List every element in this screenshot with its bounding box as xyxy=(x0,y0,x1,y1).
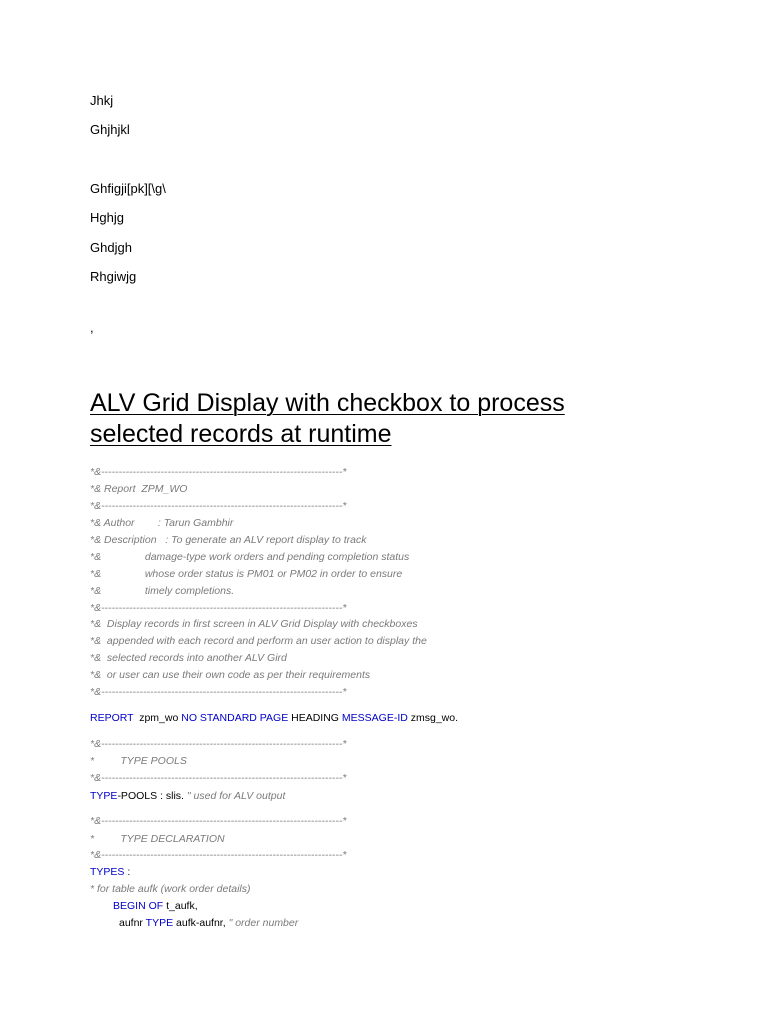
code-type-pools-statement xyxy=(90,789,285,803)
code-report-statement xyxy=(90,711,458,725)
code-keyword: NO STANDARD PAGE xyxy=(181,712,289,724)
code-types-statement xyxy=(90,865,130,879)
code-separator: *&---------------------------------------------------------------------* xyxy=(90,602,347,614)
code-comment-display: *& appended with each record and perform an user action to display the xyxy=(90,635,427,647)
code-separator: *&---------------------------------------------------------------------* xyxy=(90,815,347,827)
code-keyword: TYPE xyxy=(90,790,118,802)
note-line-3: Ghfigji[pk][\g\ xyxy=(90,181,166,196)
code-separator: *&---------------------------------------------------------------------* xyxy=(90,738,347,750)
code-comment-report: *& Report ZPM_WO xyxy=(90,483,188,495)
code-separator: *&---------------------------------------------------------------------* xyxy=(90,466,347,478)
code-text: zpm_wo xyxy=(133,712,182,724)
code-text: zmsg_wo. xyxy=(407,712,459,724)
code-comment-description: *& whose order status is PM01 or PM02 in order to ensure xyxy=(90,568,403,580)
article-title-line-1: ALV Grid Display with checkbox to process xyxy=(90,389,565,417)
code-keyword: TYPE xyxy=(145,917,174,929)
code-keyword: BEGIN OF xyxy=(113,900,164,912)
code-keyword: REPORT xyxy=(90,712,134,724)
code-begin-of-statement xyxy=(113,899,198,913)
code-text: aufk-aufnr, xyxy=(173,917,229,929)
note-line-4: Hghjg xyxy=(90,210,124,225)
code-separator: *&---------------------------------------------------------------------* xyxy=(90,686,347,698)
code-inline-comment: " order number xyxy=(228,917,299,929)
code-comment-description: *& Description : To generate an ALV report display to track xyxy=(90,534,367,546)
note-line-5: Ghdjgh xyxy=(90,240,132,255)
code-text: HEADING xyxy=(288,712,342,724)
code-comment-display: *& Display records in first screen in ALV Grid Display with checkboxes xyxy=(90,618,418,630)
code-separator: *&---------------------------------------------------------------------* xyxy=(90,772,347,784)
code-comment-type-pools: * TYPE POOLS xyxy=(90,755,187,767)
code-text: aufnr xyxy=(119,917,146,929)
code-comment-aufk: * for table aufk (work order details) xyxy=(90,883,251,895)
code-text: -POOLS : slis. xyxy=(117,790,187,802)
code-text: t_aufk, xyxy=(163,900,198,912)
code-separator: *&---------------------------------------------------------------------* xyxy=(90,500,347,512)
code-keyword: TYPES xyxy=(90,866,125,878)
note-line-2: Ghjhjkl xyxy=(90,122,130,137)
code-separator: *&---------------------------------------------------------------------* xyxy=(90,849,347,861)
code-comment-display: *& selected records into another ALV Gird xyxy=(90,652,287,664)
code-comment-description: *& timely completions. xyxy=(90,585,235,597)
article-title-line-2: selected records at runtime xyxy=(90,420,392,448)
code-comment-type-declaration: * TYPE DECLARATION xyxy=(90,833,225,845)
note-line-6: Rhgiwjg xyxy=(90,269,137,284)
code-comment-author: *& Author : Tarun Gambhir xyxy=(90,517,234,529)
code-comment-description: *& damage-type work orders and pending completion status xyxy=(90,551,410,563)
code-comment-display: *& or user can use their own code as per their requirements xyxy=(90,669,371,681)
code-field-aufnr xyxy=(119,916,298,930)
code-keyword: MESSAGE-ID xyxy=(341,712,408,724)
code-inline-comment: " used for ALV output xyxy=(186,790,286,802)
note-line-1: Jhkj xyxy=(90,93,114,108)
code-text: : xyxy=(124,866,131,878)
note-line-7: , xyxy=(90,320,94,335)
